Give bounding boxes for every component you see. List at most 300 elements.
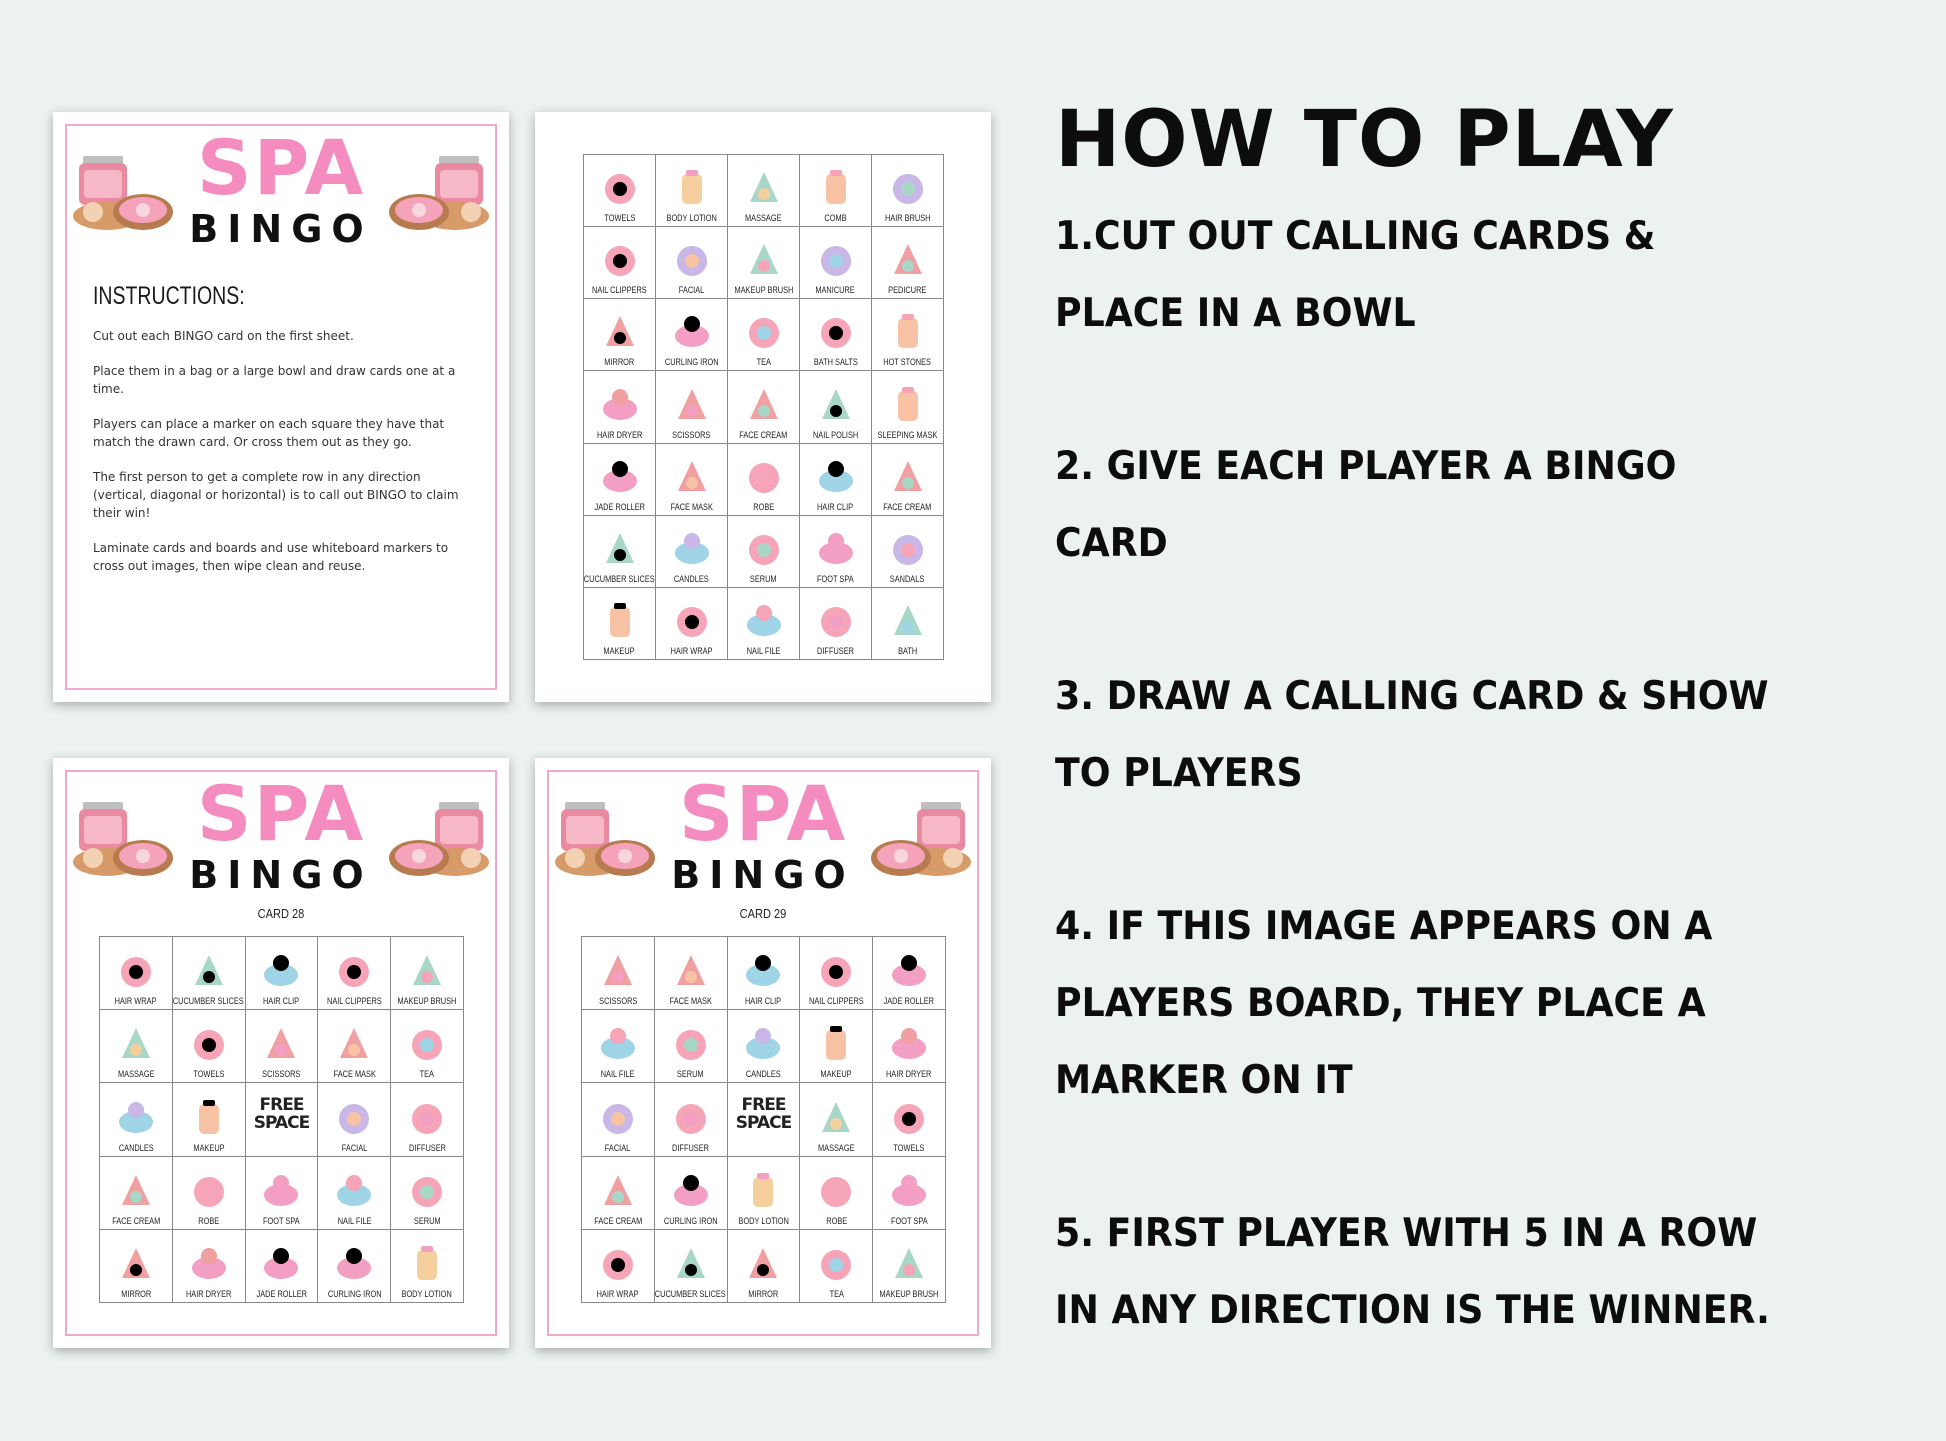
bingo-square-label: MAKEUP [603, 646, 636, 656]
bingo-square-nail-clippers [318, 937, 391, 1010]
spa-jar-right-icon [865, 794, 975, 884]
bingo-card-28-page [53, 758, 509, 1348]
hair-wrap-icon [114, 949, 158, 993]
bingo-square-label: FACE CREAM [593, 1215, 642, 1226]
bingo-square-comb [800, 155, 872, 227]
bingo-square-facial [318, 1083, 391, 1156]
bingo-square-label: SCISSORS [672, 429, 711, 440]
bingo-square-label: SCISSORS [598, 996, 637, 1007]
candles-icon [741, 1022, 785, 1066]
bingo-square-label: FOOT SPA [263, 1215, 300, 1226]
bingo-square-hair-clip [728, 937, 801, 1010]
face-cream-icon [886, 455, 930, 499]
makeup-brush-icon [887, 1242, 931, 1286]
bingo-square-foot-spa [873, 1157, 946, 1230]
bingo-square-label: MASSAGE [745, 213, 782, 224]
free-space-label [254, 1096, 309, 1132]
bingo-square-label: MAKEUP BRUSH [397, 996, 457, 1007]
bingo-square-candles [656, 516, 728, 588]
facial-icon [596, 1096, 640, 1140]
bingo-square-label: BODY LOTION [666, 213, 717, 224]
bingo-square-hair-wrap [100, 937, 173, 1010]
bingo-square-face-mask [318, 1010, 391, 1083]
bingo-square-hair-clip [800, 444, 872, 516]
face-mask-icon [670, 455, 714, 499]
bingo-square-label: SERUM [413, 1215, 441, 1226]
step-4-line: MARKER ON IT [1055, 1058, 1353, 1103]
bingo-square-label: CANDLES [746, 1069, 781, 1080]
bingo-square-bath-salts [800, 299, 872, 371]
bingo-square-label: FACE MASK [670, 501, 713, 512]
bingo-square-label: SLEEPING MASK [877, 429, 938, 440]
body-lotion-icon [741, 1169, 785, 1213]
bingo-square-label: SERUM [750, 573, 777, 584]
bingo-square-scissors [582, 937, 655, 1010]
tea-icon [742, 310, 786, 354]
bingo-square-cucumber-slices [584, 516, 656, 588]
bingo-square-robe [728, 444, 800, 516]
bingo-square-hair-dryer [873, 1010, 946, 1083]
bingo-square-hair-wrap [656, 588, 728, 660]
bingo-subtitle: BINGO [189, 207, 373, 251]
bingo-subtitle: BINGO [671, 853, 855, 897]
bingo-square-nail-clippers [584, 227, 656, 299]
towels-icon [598, 166, 642, 210]
bingo-square-label: TOWELS [603, 213, 636, 224]
bingo-square-foot-spa [246, 1157, 319, 1230]
step-4-line: PLAYERS BOARD, THEY PLACE A [1055, 981, 1706, 1026]
bingo-square-label: MIRROR [748, 1288, 779, 1299]
bingo-square-label: FACE CREAM [739, 429, 788, 440]
bingo-square-label: NAIL CLIPPERS [326, 996, 382, 1007]
bingo-square-label: NAIL FILE [337, 1215, 372, 1226]
bingo-square-nail-file [318, 1157, 391, 1230]
card-number: CARD 29 [739, 906, 787, 921]
bingo-square-label: HAIR CLIP [817, 501, 854, 512]
bingo-square-diffuser [655, 1083, 728, 1156]
makeup-brush-icon [742, 238, 786, 282]
bingo-square-facial [582, 1083, 655, 1156]
bingo-square-label: BODY LOTION [401, 1288, 453, 1299]
scissors-icon [596, 949, 640, 993]
hair-dryer-icon [187, 1242, 231, 1286]
curling-iron-icon [332, 1242, 376, 1286]
step-2-line: 2. GIVE EACH PLAYER A BINGO [1055, 444, 1677, 489]
spa-jar-right-icon [383, 148, 493, 238]
mirror-icon [114, 1242, 158, 1286]
instructions-block [93, 282, 473, 592]
bingo-square-cucumber-slices [173, 937, 246, 1010]
facial-icon [670, 238, 714, 282]
bingo-square-label: FOOT SPA [890, 1215, 928, 1226]
free-space-line-1: FREE [741, 1094, 786, 1115]
instructions-title: INSTRUCTIONS: [93, 282, 245, 310]
bingo-square-label: JADE ROLLER [256, 1288, 307, 1299]
bingo-square-label: DIFFUSER [408, 1142, 446, 1153]
bingo-square-label: BATH [897, 646, 918, 656]
bingo-square-robe [800, 1157, 873, 1230]
bingo-square-hot-stones [872, 299, 944, 371]
bingo-square-candles [728, 1010, 801, 1083]
mirror-icon [741, 1242, 785, 1286]
bingo-square-label: MIRROR [604, 357, 635, 368]
spa-jar-right-icon [383, 794, 493, 884]
bingo-square-jade-roller [246, 1230, 319, 1303]
bingo-square-label: HAIR WRAP [596, 1288, 639, 1299]
bingo-square-label: MAKEUP [820, 1069, 852, 1080]
card-number: CARD 28 [257, 906, 305, 921]
manicure-icon [814, 238, 858, 282]
foot-spa-icon [887, 1169, 931, 1213]
hair-dryer-icon [887, 1022, 931, 1066]
bingo-square-serum [728, 516, 800, 588]
step-5-line: 5. FIRST PLAYER WITH 5 IN A ROW [1055, 1211, 1758, 1256]
bingo-square-makeup-brush [873, 1230, 946, 1303]
candles-icon [114, 1096, 158, 1140]
bingo-square-label: CANDLES [118, 1142, 154, 1153]
nail-file-icon [742, 599, 786, 643]
step-spacer [1055, 1119, 1935, 1195]
diffuser-icon [814, 599, 858, 643]
bingo-square-label: TEA [419, 1069, 435, 1080]
bingo-square-label: CURLING IRON [327, 1288, 382, 1299]
bingo-square-label: FACE CREAM [883, 501, 932, 512]
bingo-square-label: NAIL POLISH [812, 429, 859, 440]
instruction-paragraph: Players can place a marker on each square they have that match the drawn card. Or cross them out as they go. [93, 417, 445, 449]
bingo-square-hair-brush [872, 155, 944, 227]
spa-bingo-header [53, 123, 509, 251]
bingo-square-label: SCISSORS [262, 1069, 301, 1080]
serum-icon [669, 1022, 713, 1066]
free-space-line-2: SPACE [253, 1112, 310, 1133]
spa-title: SPA [196, 123, 366, 212]
tea-icon [814, 1242, 858, 1286]
makeup-icon [598, 599, 642, 643]
jade-roller-icon [598, 455, 642, 499]
bingo-square-towels [173, 1010, 246, 1083]
bingo-square-label: TEA [756, 357, 771, 368]
massage-icon [742, 166, 786, 210]
bingo-square-label: MASSAGE [818, 1142, 855, 1153]
free-space-line-1: FREE [259, 1094, 304, 1115]
bingo-square-label: FACIAL [341, 1142, 368, 1153]
towels-icon [187, 1022, 231, 1066]
step-3-line: 3. DRAW A CALLING CARD & SHOW [1055, 674, 1769, 719]
bingo-square-mirror [100, 1230, 173, 1303]
hair-clip-icon [741, 949, 785, 993]
hair-wrap-icon [670, 599, 714, 643]
bingo-square-label: JADE ROLLER [883, 996, 935, 1007]
bingo-square-serum [391, 1157, 464, 1230]
bath-icon [886, 599, 930, 643]
bingo-square-label: MANICURE [815, 285, 856, 296]
bingo-square-label: MASSAGE [117, 1069, 155, 1080]
bingo-square-label: SERUM [677, 1069, 705, 1080]
bingo-card-grid [99, 936, 464, 1303]
hair-clip-icon [259, 949, 303, 993]
bingo-square-makeup [584, 588, 656, 660]
foot-spa-icon [259, 1169, 303, 1213]
bingo-square-label: HAIR DRYER [886, 1069, 932, 1080]
bingo-square-label: SANDALS [890, 573, 925, 584]
bingo-square-label: FACE MASK [333, 1069, 376, 1080]
bingo-square-label: COMB [824, 213, 847, 224]
robe-icon [742, 455, 786, 499]
how-to-play-title: HOW TO PLAY [1055, 95, 1674, 185]
foot-spa-icon [814, 527, 858, 571]
bingo-square-foot-spa [800, 516, 872, 588]
step-5-line: IN ANY DIRECTION IS THE WINNER. [1055, 1288, 1770, 1333]
bingo-square-curling-iron [656, 299, 728, 371]
instruction-paragraph: The first person to get a complete row in any direction (vertical, diagonal or horizontal) is to call out BINGO to claim their win! [93, 470, 459, 520]
hair-clip-icon [814, 455, 858, 499]
bingo-square-jade-roller [584, 444, 656, 516]
bingo-square-label: HAIR CLIP [745, 996, 782, 1007]
bingo-square-towels [584, 155, 656, 227]
robe-icon [814, 1169, 858, 1213]
step-spacer [1055, 352, 1935, 428]
bingo-square-tea [391, 1010, 464, 1083]
bingo-square-scissors [246, 1010, 319, 1083]
hot-stones-icon [886, 310, 930, 354]
bingo-square-hair-dryer [173, 1230, 246, 1303]
free-space-line-2: SPACE [735, 1112, 792, 1133]
cucumber-slices-icon [598, 527, 642, 571]
massage-icon [114, 1022, 158, 1066]
face-cream-icon [596, 1169, 640, 1213]
bingo-square-label: MAKEUP BRUSH [734, 285, 793, 296]
bingo-square-label: CUCUMBER SLICES [173, 996, 245, 1007]
nail-polish-icon [814, 383, 858, 427]
face-mask-icon [332, 1022, 376, 1066]
serum-icon [405, 1169, 449, 1213]
hair-wrap-icon [596, 1242, 640, 1286]
bingo-square-label: JADE ROLLER [594, 501, 645, 512]
step-1-line: PLACE IN A BOWL [1055, 291, 1416, 336]
serum-icon [742, 527, 786, 571]
bingo-square-tea [800, 1230, 873, 1303]
bingo-square-face-cream [582, 1157, 655, 1230]
how-to-play-panel [1055, 92, 1935, 1349]
hair-brush-icon [886, 166, 930, 210]
bingo-square-nail-polish [800, 371, 872, 443]
free-space-label [736, 1096, 791, 1132]
bingo-square-label: HAIR WRAP [670, 646, 713, 656]
bingo-square-massage [800, 1083, 873, 1156]
bingo-square-label: FACIAL [605, 1142, 631, 1153]
cucumber-slices-icon [187, 949, 231, 993]
instruction-paragraph: Laminate cards and boards and use whiteboard markers to cross out images, then wipe clean and reuse. [93, 541, 449, 573]
hair-dryer-icon [598, 383, 642, 427]
bingo-square-mirror [584, 299, 656, 371]
nail-file-icon [332, 1169, 376, 1213]
makeup-brush-icon [405, 949, 449, 993]
bingo-square-cucumber-slices [655, 1230, 728, 1303]
bingo-square-face-mask [655, 937, 728, 1010]
bingo-square-label: DIFFUSER [672, 1142, 710, 1153]
bingo-square-robe [173, 1157, 246, 1230]
bingo-square-label: NAIL CLIPPERS [592, 285, 647, 296]
step-4-line: 4. IF THIS IMAGE APPEARS ON A [1055, 904, 1713, 949]
instruction-paragraph: Cut out each BINGO card on the first sheet. [93, 329, 354, 343]
bingo-square-label: NAIL CLIPPERS [808, 996, 864, 1007]
pedicure-icon [886, 238, 930, 282]
step-1-line: 1.CUT OUT CALLING CARDS & [1055, 214, 1656, 259]
nail-file-icon [596, 1022, 640, 1066]
bingo-square-face-cream [728, 371, 800, 443]
spa-bingo-header [535, 769, 991, 897]
facial-icon [332, 1096, 376, 1140]
bingo-square-curling-iron [318, 1230, 391, 1303]
bingo-square-label: FACE CREAM [111, 1215, 160, 1226]
calling-cards-grid [583, 154, 944, 660]
spa-title: SPA [196, 769, 366, 858]
sleeping-mask-icon [886, 383, 930, 427]
bingo-square-label: CUCUMBER SLICES [584, 573, 655, 584]
bingo-square-hair-dryer [584, 371, 656, 443]
step-2-line: CARD [1055, 521, 1168, 566]
spa-bingo-header [53, 769, 509, 897]
bingo-square-label: FOOT SPA [817, 573, 854, 584]
bingo-square-nail-clippers [800, 937, 873, 1010]
bingo-square-label: FACIAL [678, 285, 705, 296]
face-cream-icon [742, 383, 786, 427]
cucumber-slices-icon [669, 1242, 713, 1286]
body-lotion-icon [405, 1242, 449, 1286]
bingo-square-mirror [728, 1230, 801, 1303]
bingo-square-label: ROBE [753, 501, 774, 512]
bingo-square-candles [100, 1083, 173, 1156]
body-lotion-icon [670, 166, 714, 210]
bingo-square-bath [872, 588, 944, 660]
bingo-square-label: BATH SALTS [813, 357, 858, 368]
bingo-square-face-mask [656, 444, 728, 516]
towels-icon [887, 1096, 931, 1140]
bingo-square-label: TOWELS [193, 1069, 225, 1080]
face-cream-icon [114, 1169, 158, 1213]
instruction-paragraph: Place them in a bag or a large bowl and draw cards one at a time. [93, 364, 456, 396]
curling-iron-icon [669, 1169, 713, 1213]
bingo-card-grid [581, 936, 946, 1303]
nail-clippers-icon [332, 949, 376, 993]
bingo-square-diffuser [391, 1083, 464, 1156]
tea-icon [405, 1022, 449, 1066]
jade-roller-icon [887, 949, 931, 993]
bingo-square-hair-wrap [582, 1230, 655, 1303]
bingo-card-29-page [535, 758, 991, 1348]
bingo-square-scissors [656, 371, 728, 443]
makeup-icon [814, 1022, 858, 1066]
bingo-square-label: HAIR BRUSH [884, 213, 931, 224]
diffuser-icon [669, 1096, 713, 1140]
bingo-subtitle: BINGO [189, 853, 373, 897]
diffuser-icon [405, 1096, 449, 1140]
bingo-square-massage [100, 1010, 173, 1083]
bingo-square-label: MAKEUP [193, 1142, 225, 1153]
bingo-square-label: FACE MASK [669, 996, 712, 1007]
bingo-square-makeup [800, 1010, 873, 1083]
spa-title: SPA [678, 769, 848, 858]
sandals-icon [886, 527, 930, 571]
mirror-icon [598, 310, 642, 354]
bingo-square-label: BODY LOTION [738, 1215, 789, 1226]
bingo-square-diffuser [800, 588, 872, 660]
bingo-square-face-cream [872, 444, 944, 516]
bingo-square-body-lotion [656, 155, 728, 227]
bingo-square-face-cream [100, 1157, 173, 1230]
bingo-square-hair-clip [246, 937, 319, 1010]
bingo-square-tea [728, 299, 800, 371]
scissors-icon [670, 383, 714, 427]
candles-icon [670, 527, 714, 571]
step-3-line: TO PLAYERS [1055, 751, 1303, 796]
bingo-square-label: HAIR WRAP [114, 996, 157, 1007]
scissors-icon [259, 1022, 303, 1066]
bingo-square-label: ROBE [198, 1215, 220, 1226]
jade-roller-icon [259, 1242, 303, 1286]
bingo-square-makeup-brush [728, 227, 800, 299]
bingo-square-serum [655, 1010, 728, 1083]
massage-icon [814, 1096, 858, 1140]
bingo-square-makeup [173, 1083, 246, 1156]
bingo-square-manicure [800, 227, 872, 299]
bingo-square-free-space [246, 1083, 319, 1156]
bingo-square-label: MIRROR [120, 1288, 151, 1299]
calling-cards-page [535, 112, 991, 702]
robe-icon [187, 1169, 231, 1213]
bingo-square-label: TEA [829, 1288, 844, 1299]
bingo-square-label: ROBE [825, 1215, 847, 1226]
bingo-square-label: NAIL FILE [746, 646, 781, 656]
bingo-square-label: CURLING IRON [664, 357, 719, 368]
bingo-square-nail-file [728, 588, 800, 660]
bingo-square-sandals [872, 516, 944, 588]
bingo-square-jade-roller [873, 937, 946, 1010]
bath-salts-icon [814, 310, 858, 354]
comb-icon [814, 166, 858, 210]
bingo-square-label: DIFFUSER [817, 646, 854, 656]
face-mask-icon [669, 949, 713, 993]
nail-clippers-icon [814, 949, 858, 993]
bingo-square-sleeping-mask [872, 371, 944, 443]
bingo-square-label: PEDICURE [888, 285, 927, 296]
bingo-square-body-lotion [391, 1230, 464, 1303]
bingo-square-facial [656, 227, 728, 299]
bingo-square-label: TOWELS [893, 1142, 925, 1153]
step-spacer [1055, 582, 1935, 658]
bingo-square-label: MAKEUP BRUSH [879, 1288, 939, 1299]
curling-iron-icon [670, 310, 714, 354]
bingo-square-label: CANDLES [674, 573, 709, 584]
nail-clippers-icon [598, 238, 642, 282]
bingo-square-nail-file [582, 1010, 655, 1083]
bingo-square-pedicure [872, 227, 944, 299]
bingo-square-label: CUCUMBER SLICES [655, 1288, 727, 1299]
bingo-square-free-space [728, 1083, 801, 1156]
step-spacer [1055, 812, 1935, 888]
bingo-square-towels [873, 1083, 946, 1156]
bingo-square-label: HAIR CLIP [263, 996, 300, 1007]
bingo-square-massage [728, 155, 800, 227]
bingo-square-label: HOT STONES [883, 357, 932, 368]
bingo-square-label: CURLING IRON [663, 1215, 718, 1226]
makeup-icon [187, 1096, 231, 1140]
bingo-square-label: HAIR DRYER [596, 429, 643, 440]
instructions-page [53, 112, 509, 702]
bingo-square-makeup-brush [391, 937, 464, 1010]
bingo-square-label: HAIR DRYER [185, 1288, 232, 1299]
how-to-play-steps [1055, 198, 1935, 1349]
